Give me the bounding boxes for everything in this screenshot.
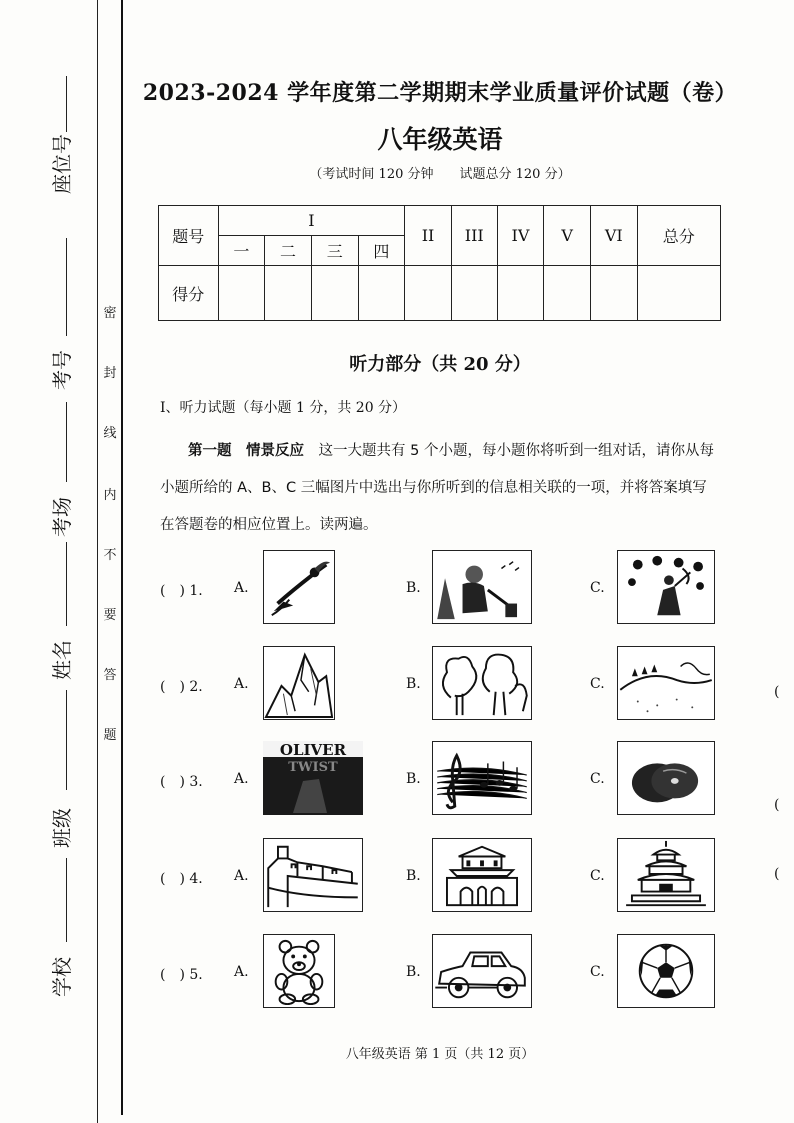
soccer-ball-icon[interactable]	[617, 934, 715, 1008]
score-table-subcol: 四	[358, 236, 405, 266]
task-name: 第一题 情景反应	[188, 443, 304, 459]
compact-discs-icon[interactable]	[617, 741, 715, 815]
listening-section-title: 听力部分（共 20 分）	[349, 354, 531, 375]
exam-number-line[interactable]	[66, 238, 67, 336]
desert-camels-icon[interactable]	[617, 646, 715, 720]
instructions-text: 这一大题共有 5 个小题，每小题你将听到一组对话，请你从每小题所给的 A、B、C 三幅图片中选出与你所听到的信息相关联的一项，并将答案填写在答题卷的相应位置上。读两遍。	[160, 443, 714, 533]
exam-time-info: （考试时间 120 分钟 试题总分 120 分）	[309, 167, 571, 182]
edge-paren-mark: (	[774, 866, 780, 882]
score-cell[interactable]	[358, 266, 405, 321]
seal-char: 内	[103, 488, 117, 503]
option-label: A.	[234, 676, 249, 692]
oliver-twist-book-icon[interactable]	[263, 741, 363, 815]
score-cell[interactable]	[265, 266, 312, 321]
seal-char: 密	[103, 306, 117, 321]
edge-paren-mark: (	[774, 684, 780, 700]
option-label: C.	[590, 964, 605, 980]
class-label: 班级	[49, 808, 74, 848]
seat-number-label: 座位号	[49, 134, 74, 194]
forest-trees-icon[interactable]	[432, 646, 532, 720]
score-row-label: 得分	[159, 266, 219, 321]
binding-line-outer	[97, 0, 98, 1123]
book-title-text: OLIVER	[279, 741, 347, 759]
score-table-subcol: 二	[265, 236, 312, 266]
option-label: C.	[590, 676, 605, 692]
question-number: ( ) 2.	[160, 679, 203, 695]
exam-subject: 八年级英语	[377, 125, 503, 154]
option-label: B.	[406, 676, 421, 692]
option-label: A.	[234, 868, 249, 884]
option-label: B.	[406, 580, 421, 596]
exam-room-line[interactable]	[66, 402, 67, 482]
mountain-icon[interactable]	[263, 646, 335, 720]
old-man-digging-icon[interactable]	[432, 550, 532, 624]
question-row	[160, 934, 720, 1012]
question-row	[160, 646, 720, 724]
seat-number-line[interactable]	[66, 76, 67, 132]
flying-fairy-icon[interactable]	[263, 550, 335, 624]
school-line[interactable]	[66, 858, 67, 942]
score-table-col: VI	[590, 206, 637, 266]
temple-of-heaven-icon[interactable]	[617, 838, 715, 912]
seal-char: 不	[103, 548, 117, 563]
option-label: A.	[234, 964, 249, 980]
score-cell[interactable]	[218, 266, 265, 321]
listening-instructions	[160, 433, 720, 544]
exam-number-label: 考号	[49, 350, 74, 390]
tiananmen-icon[interactable]	[432, 838, 532, 912]
option-label: A.	[234, 580, 249, 596]
score-table-total: 总分	[637, 206, 720, 266]
question-number: ( ) 4.	[160, 871, 203, 887]
class-line[interactable]	[66, 690, 67, 790]
score-table-subcol: 三	[311, 236, 358, 266]
option-label: C.	[590, 580, 605, 596]
question-number: ( ) 1.	[160, 583, 203, 599]
score-table-group: I	[218, 206, 405, 236]
score-cell[interactable]	[637, 266, 720, 321]
great-wall-icon[interactable]	[263, 838, 363, 912]
option-label: A.	[234, 771, 249, 787]
edge-paren-mark: (	[774, 797, 780, 813]
option-label: B.	[406, 964, 421, 980]
score-cell[interactable]	[311, 266, 358, 321]
score-cell[interactable]	[590, 266, 637, 321]
option-label: C.	[590, 771, 605, 787]
page-footer: 八年级英语 第 1 页（共 12 页）	[345, 1047, 535, 1062]
question-row	[160, 838, 720, 916]
seal-char: 封	[103, 366, 117, 381]
seal-char: 答	[103, 668, 117, 683]
binding-line-inner	[121, 0, 123, 1115]
question-number: ( ) 3.	[160, 774, 203, 790]
music-notes-icon[interactable]	[432, 741, 532, 815]
score-table-header: 题号	[159, 206, 219, 266]
option-label: C.	[590, 868, 605, 884]
score-table-col: IV	[497, 206, 544, 266]
score-cell[interactable]	[405, 266, 452, 321]
score-table-col: V	[544, 206, 591, 266]
seal-char: 线	[103, 426, 117, 441]
name-label: 姓名	[49, 640, 74, 680]
score-table	[158, 205, 721, 321]
toy-car-icon[interactable]	[432, 934, 532, 1008]
score-cell[interactable]	[544, 266, 591, 321]
score-cell[interactable]	[451, 266, 497, 321]
school-label: 学校	[49, 957, 74, 997]
option-label: B.	[406, 868, 421, 884]
exam-room-label: 考场	[49, 497, 74, 537]
score-cell[interactable]	[497, 266, 544, 321]
name-line[interactable]	[66, 542, 67, 626]
seal-char: 题	[103, 728, 117, 743]
option-label: B.	[406, 771, 421, 787]
exam-title: 2023-2024 学年度第二学期期末学业质量评价试题（卷）	[142, 80, 738, 106]
score-table-subcol: 一	[218, 236, 265, 266]
question-number: ( ) 5.	[160, 967, 203, 983]
listening-part-title: Ⅰ、听力试题（每小题 1 分，共 20 分）	[160, 400, 407, 416]
book-title-text: TWIST	[288, 760, 338, 775]
archer-shooting-suns-icon[interactable]	[617, 550, 715, 624]
teddy-bear-icon[interactable]	[263, 934, 335, 1008]
score-table-col: II	[405, 206, 452, 266]
seal-char: 要	[103, 608, 117, 623]
question-row	[160, 550, 720, 628]
score-table-col: III	[451, 206, 497, 266]
question-row	[160, 741, 720, 819]
